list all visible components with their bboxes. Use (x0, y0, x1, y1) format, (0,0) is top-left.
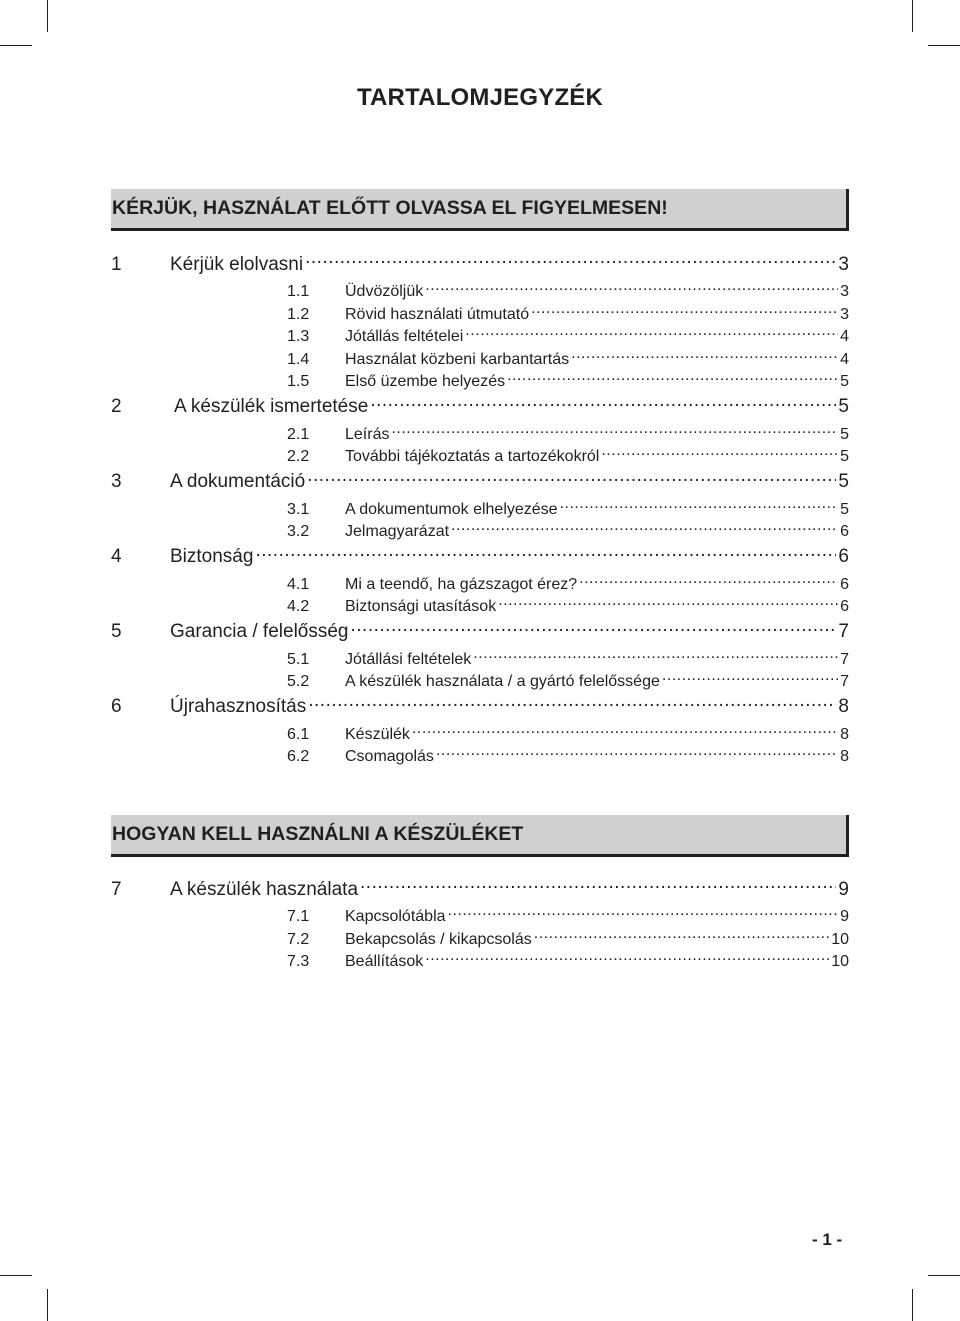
toc-leader (473, 645, 838, 664)
toc-leader (507, 367, 838, 386)
toc-subentry-title: Készülék (345, 725, 410, 743)
toc-subentry-number: 5.1 (287, 650, 310, 668)
toc-entry-title: A készülék ismertetése (174, 396, 369, 418)
crop-mark (0, 1275, 32, 1276)
toc-subentry[interactable] (111, 495, 849, 518)
toc-entry-page: 8 (838, 696, 849, 718)
toc-subentry-page: 5 (840, 373, 849, 391)
toc-subentry-page: 8 (840, 725, 849, 743)
toc-subentry-title: Biztonsági utasítások (345, 598, 497, 616)
crop-mark (912, 1289, 913, 1321)
section-heading-reading: KÉRJÜK, HASZNÁLAT ELŐTT OLVASSA EL FIGYELMESEN! (111, 189, 849, 231)
toc-subentry-page: 3 (840, 283, 849, 301)
page-title: TARTALOMJEGYZÉK (356, 84, 604, 111)
toc-subentry-title: A dokumentumok elhelyezése (345, 500, 558, 518)
toc-entry-title: A dokumentáció (170, 471, 306, 493)
toc-subentry-number: 1.5 (287, 373, 310, 391)
toc-subentry-number: 7.1 (287, 908, 310, 926)
toc-leader (579, 570, 838, 589)
toc-subentry-page: 5 (840, 500, 849, 518)
toc-subentry-title: Bekapcsolás / kikapcsolás (345, 930, 532, 948)
toc-leader (308, 690, 836, 713)
toc-leader (498, 592, 838, 611)
toc-subentry[interactable] (111, 517, 849, 540)
toc-subentry-number: 4.1 (287, 575, 310, 593)
toc-subentry-number: 6.1 (287, 725, 310, 743)
toc-entry-page: 9 (838, 878, 849, 900)
toc-leader (465, 322, 838, 341)
toc-subentry-page: 10 (831, 930, 849, 948)
toc-subentry-page: 6 (840, 575, 849, 593)
toc-subentry-page: 8 (840, 748, 849, 766)
toc-subentry[interactable] (111, 645, 849, 668)
toc-leader (534, 925, 829, 944)
toc-entry-number: 2 (111, 396, 122, 418)
toc-subentry-title: Mi a teendő, ha gázszagot érez? (345, 575, 578, 593)
toc-leader (391, 420, 838, 439)
toc-leader (571, 345, 838, 364)
toc-entry[interactable] (111, 247, 849, 277)
toc-subentry[interactable] (111, 902, 849, 925)
toc-subentry[interactable] (111, 345, 849, 368)
toc-entry-page: 6 (838, 546, 849, 568)
toc-leader (436, 742, 838, 761)
toc-subentry-page: 4 (840, 328, 849, 346)
toc-subentry-number: 1.1 (287, 283, 310, 301)
toc-leader (451, 517, 838, 536)
section-heading-usage: HOGYAN KELL HASZNÁLNI A KÉSZÜLÉKET (111, 815, 849, 857)
toc-subentry-title: Használat közbeni karbantartás (345, 350, 570, 368)
toc-subentry-title: Üdvözöljük (345, 283, 424, 301)
toc-subentry-page: 6 (840, 523, 849, 541)
toc-subentry[interactable] (111, 742, 849, 765)
toc-entry-page: 5 (838, 471, 849, 493)
crop-mark (47, 1289, 48, 1321)
toc-usage (111, 872, 849, 970)
toc-leader (360, 872, 836, 895)
toc-entry-number: 7 (111, 878, 122, 900)
toc-subentry[interactable] (111, 367, 849, 390)
toc-subentry-title: További tájékoztatás a tartozékokról (345, 448, 600, 466)
toc-leader (305, 247, 836, 270)
toc-subentry-page: 10 (831, 953, 849, 971)
toc-subentry-page: 7 (840, 650, 849, 668)
toc-subentry[interactable] (111, 667, 849, 690)
toc-leader (412, 720, 838, 739)
toc-entry-number: 1 (111, 253, 122, 275)
toc-subentry-number: 7.2 (287, 930, 310, 948)
toc-subentry-page: 5 (840, 425, 849, 443)
toc-entry-title: Kérjük elolvasni (170, 253, 304, 275)
toc-subentry-number: 1.4 (287, 350, 310, 368)
toc-subentry-title: Első üzembe helyezés (345, 373, 506, 391)
crop-mark (928, 45, 960, 46)
toc-subentry-number: 1.2 (287, 305, 310, 323)
toc-leader (370, 390, 836, 413)
toc-subentry-page: 4 (840, 350, 849, 368)
page-number: - 1 - (812, 1230, 843, 1249)
toc-subentry-title: Rövid használati útmutató (345, 305, 530, 323)
toc-subentry-title: Kapcsolótábla (345, 908, 446, 926)
toc-subentry-title: Beállítások (345, 953, 424, 971)
toc-subentry[interactable] (111, 300, 849, 323)
toc-leader (662, 667, 838, 686)
toc-subentry-number: 2.2 (287, 448, 310, 466)
toc-subentry-number: 4.2 (287, 598, 310, 616)
toc-entry[interactable] (111, 872, 849, 902)
toc-subentry[interactable] (111, 925, 849, 948)
toc-entry-number: 6 (111, 696, 122, 718)
toc-entry[interactable] (111, 615, 849, 645)
toc-subentry[interactable] (111, 720, 849, 743)
toc-leader (531, 300, 838, 319)
crop-mark (0, 45, 32, 46)
toc-leader (425, 277, 838, 296)
toc-subentry-number: 3.2 (287, 523, 310, 541)
crop-mark (47, 0, 48, 32)
toc-entry-number: 5 (111, 621, 122, 643)
toc-entry-number: 4 (111, 546, 122, 568)
toc-entry-title: Újrahasznosítás (170, 696, 307, 718)
toc-subentry-title: Jótállási feltételek (345, 650, 472, 668)
toc-subentry-page: 5 (840, 448, 849, 466)
toc-subentry-page: 9 (840, 908, 849, 926)
toc-leader (255, 540, 836, 563)
crop-mark (928, 1275, 960, 1276)
toc-leader (307, 465, 836, 488)
toc-subentry-page: 7 (840, 673, 849, 691)
toc-subentry-title: Jelmagyarázat (345, 523, 450, 541)
toc-subentry-number: 5.2 (287, 673, 310, 691)
toc-subentry-number: 2.1 (287, 425, 310, 443)
toc-leader (351, 615, 837, 638)
toc-entry-page: 7 (838, 621, 849, 643)
toc-entry-title: Garancia / felelősség (170, 621, 349, 643)
toc-entry-page: 5 (838, 396, 849, 418)
toc-subentry[interactable] (111, 442, 849, 465)
toc-leader (425, 947, 829, 966)
toc-entry-title: A készülék használata (170, 878, 359, 900)
toc-leader (448, 902, 839, 921)
toc-subentry[interactable] (111, 947, 849, 970)
toc-entry[interactable] (111, 540, 849, 570)
toc-subentry[interactable] (111, 592, 849, 615)
crop-mark (912, 0, 913, 32)
toc-subentry-number: 7.3 (287, 953, 310, 971)
toc-subentry[interactable] (111, 322, 849, 345)
toc-entry-title: Biztonság (170, 546, 254, 568)
toc-entry-page: 3 (838, 253, 849, 275)
toc-subentry-number: 1.3 (287, 328, 310, 346)
toc-subentry-title: Leírás (345, 425, 390, 443)
toc-subentry-number: 6.2 (287, 748, 310, 766)
toc-subentry-number: 3.1 (287, 500, 310, 518)
toc-entry[interactable] (111, 465, 849, 495)
toc-subentry[interactable] (111, 570, 849, 593)
toc-entry[interactable] (111, 690, 849, 720)
toc-subentry-title: Csomagolás (345, 748, 434, 766)
toc-entry-number: 3 (111, 471, 122, 493)
toc-leader (560, 495, 839, 514)
toc-leader (601, 442, 838, 461)
toc-subentry-title: Jótállás feltételei (345, 328, 464, 346)
toc-subentry-page: 3 (840, 305, 849, 323)
toc-subentry-page: 6 (840, 598, 849, 616)
toc-subentry[interactable] (111, 277, 849, 300)
toc-subentry[interactable] (111, 420, 849, 443)
toc-subentry-title: A készülék használata / a gyártó felelőssége (345, 673, 660, 691)
toc-entry[interactable] (111, 390, 849, 420)
toc-reading (111, 247, 849, 765)
